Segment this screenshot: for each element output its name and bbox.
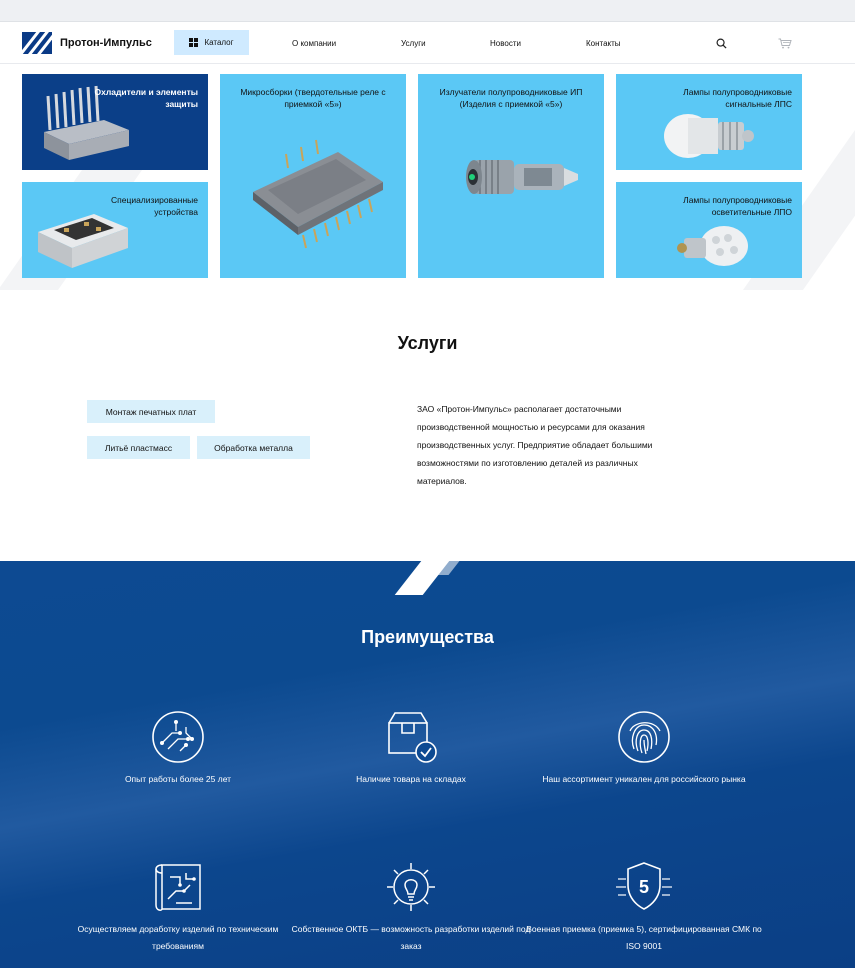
tag-plastic-molding[interactable]: Литьё пластмасс [87,436,190,459]
card-coolers[interactable] [22,74,208,170]
card-lighting-lamps[interactable] [616,182,802,278]
catalog-label: Каталог [204,38,234,47]
logo[interactable] [22,32,152,54]
card-title: Микросборки (твердотельные реле с приемкой «5») [240,87,386,109]
card-signal-lamps[interactable] [616,74,802,170]
box-check-icon [383,709,439,765]
nav-contacts[interactable]: Контакты [586,39,621,48]
services-title: Услуги [397,333,458,353]
card-title: Специализированные устройства [111,195,198,217]
nav-services[interactable]: Услуги [401,39,426,48]
browser-top-strip [0,0,855,22]
advantage-text: Наличие товара на складах [356,774,466,784]
catalog-button[interactable] [174,30,249,55]
microassembly-image [248,132,388,252]
advantage-item [524,859,764,955]
advantage-text: Опыт работы более 25 лет [124,774,232,784]
tag-metal-processing[interactable]: Обработка металла [197,436,310,459]
card-title: Охладители и элементы защиты [94,87,198,109]
card-microassemblies[interactable] [220,74,406,278]
logo-mark-icon [22,32,52,54]
circuit-head-icon [150,709,206,765]
advantage-text: Военная приемка (приемка 5), сертифицированная СМК по ISO 9001 [526,924,762,951]
lighting-lamp-image [674,222,764,274]
blueprint-icon [150,859,206,915]
advantage-text: Наш ассортимент уникален для российского рынка [542,774,746,784]
emitter-image [454,146,584,206]
device-image [34,198,134,270]
card-title: Лампы полупроводниковые осветительные ЛПО [683,195,792,217]
gear-bulb-icon [383,859,439,915]
advantages-section [0,561,855,968]
card-title: Лампы полупроводниковые сигнальные ЛПС [683,87,792,109]
signal-lamp-image [660,106,760,166]
card-emitters[interactable] [418,74,604,278]
advantage-item [291,859,531,955]
advantage-item [58,709,298,788]
svg-text:5: 5 [638,877,650,897]
advantage-text: Осуществляем доработку изделий по техническим требованиям [77,924,279,951]
advantages-title: Преимущества [361,627,494,647]
shield-5-icon [616,859,672,915]
search-icon[interactable] [716,38,727,49]
grid-icon [189,38,198,47]
site-header [0,22,855,64]
tag-pcb-assembly[interactable]: Монтаж печатных плат [87,400,215,423]
fingerprint-icon [616,709,672,765]
card-title: Излучатели полупроводниковые ИП (Изделия с приемкой «5») [439,87,583,109]
advantage-item [524,709,764,788]
advantage-item [291,709,531,788]
cart-icon[interactable] [778,38,792,49]
advantage-item [58,859,298,955]
advantage-text: Собственное ОКТБ — возможность разработки изделий под заказ [291,924,531,951]
nav-news[interactable]: Новости [490,39,521,48]
logo-text: Протон-Импульс [60,37,152,49]
nav-about[interactable]: О компании [292,39,337,48]
services-description: ЗАО «Протон-Импульс» располагает достаточными производственной мощностью и ресурсами для оказания производственных услуг. Предприятие обладает большими возможностями по изготовлению деталей из различных материалов. [417,404,653,486]
card-special-devices[interactable] [22,182,208,278]
